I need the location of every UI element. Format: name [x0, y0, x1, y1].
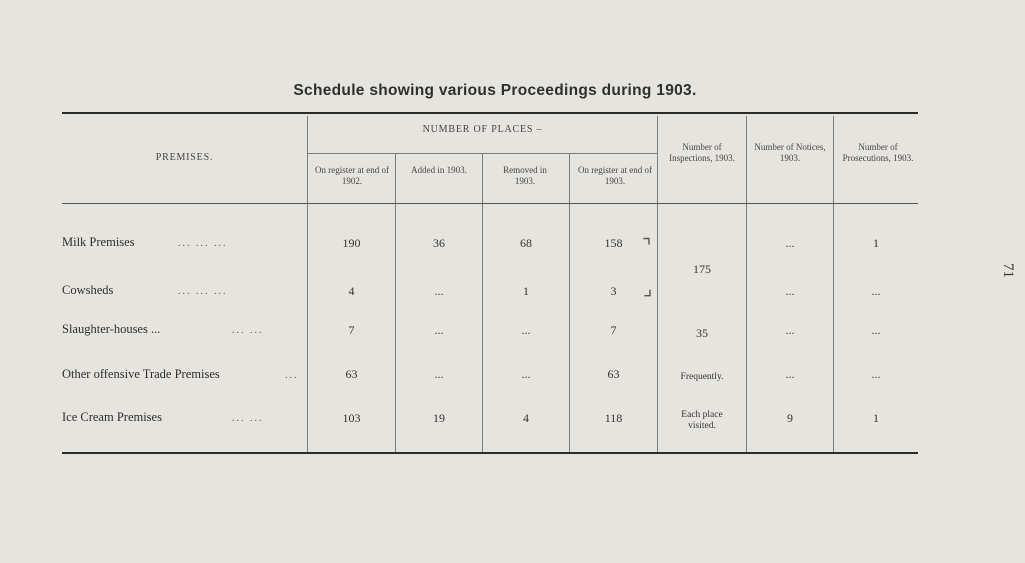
- cell-prosecutions: 1: [873, 411, 879, 425]
- cell-reg-1902: 7: [348, 323, 355, 337]
- header-register-1902: On register at end of 1902.: [315, 165, 389, 186]
- col-divider: [482, 154, 483, 452]
- leader-dots: ... ...: [232, 325, 264, 336]
- cell-reg-1903: 158: [604, 236, 623, 250]
- top-rule: [62, 112, 918, 114]
- cell-added: 19: [433, 411, 445, 425]
- header-added: Added in 1903.: [411, 165, 467, 175]
- header-removed: Removed in 1903.: [503, 165, 547, 186]
- brace-bottom-icon: ⌟: [643, 276, 653, 300]
- row-label: Cowsheds: [62, 283, 114, 297]
- cell-reg-1902: 63: [345, 367, 358, 381]
- cell-notices: ...: [785, 367, 795, 381]
- row-label: Other offensive Trade Premises: [62, 367, 220, 381]
- page-title: Schedule showing various Proceedings during 1903.: [293, 82, 697, 99]
- leader-dots: ... ... ...: [178, 238, 228, 249]
- group-header-rule: [308, 153, 657, 154]
- col-divider: [657, 116, 658, 452]
- cell-added: ...: [434, 323, 444, 337]
- cell-prosecutions: 1: [873, 236, 879, 250]
- cell-notices: ...: [785, 236, 795, 250]
- cell-removed: 1: [523, 284, 529, 298]
- brace-top-icon: ⌝: [642, 234, 652, 258]
- header-number-of-places: NUMBER OF PLACES –: [422, 124, 543, 135]
- cell-inspections-combined: 175: [693, 262, 711, 276]
- cell-reg-1903: 63: [607, 367, 620, 381]
- cell-prosecutions: ...: [871, 284, 881, 298]
- cell-reg-1902: 190: [342, 236, 361, 250]
- row-label: Ice Cream Premises: [62, 410, 162, 424]
- cell-notices: ...: [785, 284, 795, 298]
- cell-removed: ...: [521, 323, 531, 337]
- cell-reg-1903: 3: [610, 284, 617, 298]
- cell-removed: ...: [521, 367, 531, 381]
- cell-added: 36: [433, 236, 445, 250]
- header-inspections: Number of Inspections, 1903.: [669, 142, 735, 163]
- row-label: Slaughter-houses ...: [62, 322, 161, 336]
- header-notices: Number of Notices, 1903.: [754, 142, 826, 163]
- cell-reg-1902: 4: [348, 284, 355, 298]
- cell-notices: ...: [785, 323, 795, 337]
- bottom-rule: [62, 452, 918, 454]
- header-bottom-rule: [62, 203, 918, 204]
- header-premises: PREMISES.: [155, 152, 214, 163]
- leader-dots: ... ... ...: [178, 286, 228, 297]
- cell-inspections: 35: [696, 326, 708, 340]
- cell-prosecutions: ...: [871, 323, 881, 337]
- cell-reg-1902: 103: [342, 411, 361, 425]
- header-prosecutions: Number of Prosecutions, 1903.: [842, 142, 914, 163]
- cell-added: ...: [434, 284, 444, 298]
- row-label: Milk Premises: [62, 235, 135, 249]
- header-register-1903: On register at end of 1903.: [578, 165, 652, 186]
- cell-reg-1903: 7: [610, 323, 617, 337]
- cell-added: ...: [434, 367, 444, 381]
- cell-reg-1903: 118: [604, 411, 623, 425]
- cell-inspections: Frequently.: [680, 372, 724, 382]
- page-number: 71: [1000, 263, 1016, 278]
- leader-dots: ... ...: [232, 413, 264, 424]
- col-divider: [569, 154, 570, 452]
- cell-prosecutions: ...: [871, 367, 881, 381]
- cell-notices: 9: [787, 411, 793, 425]
- leader-dots: ...: [285, 370, 299, 381]
- cell-inspections: Each place visited.: [681, 410, 723, 431]
- col-divider: [395, 154, 396, 452]
- cell-removed: 68: [520, 236, 532, 250]
- cell-removed: 4: [523, 411, 529, 425]
